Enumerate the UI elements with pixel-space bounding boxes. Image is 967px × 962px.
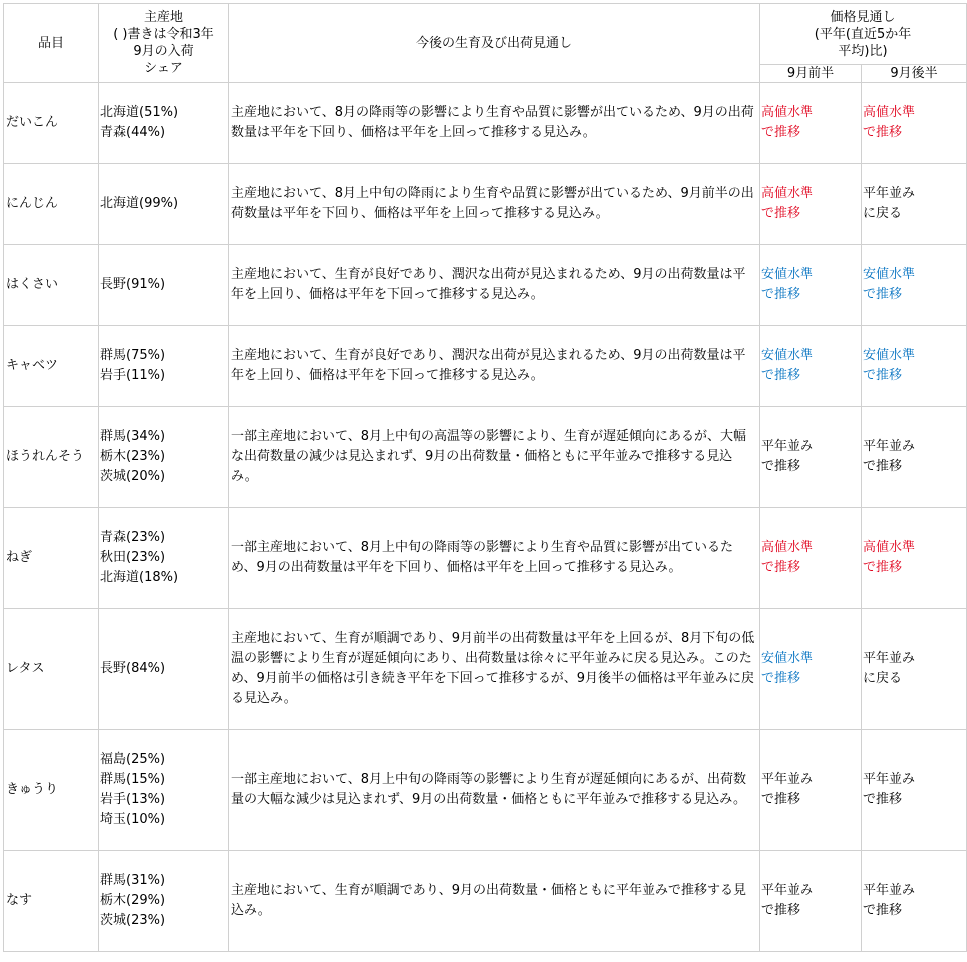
table-row [4,245,967,326]
outlook-text: 一部主産地において、8月上中旬の降雨等の影響により生育や品質に影響が出ているため、9月の出荷数量は平年を下回り、価格は平年を上回って推移する見込み。 [229,508,760,609]
price-late-line: で推移 [863,459,903,474]
price-early-line: 安値水準 [761,267,814,282]
price-early-line: で推移 [761,459,801,474]
item-name: はくさい [4,245,99,326]
outlook-text: 一部主産地において、8月上中旬の降雨等の影響により生育が遅延傾向にあるが、出荷数量の大幅な減少は見込まれず、9月の出荷数量・価格ともに平年並みで推移する見込み。 [229,730,760,851]
price-late-line: 平年並み [863,883,916,898]
price-late [862,609,967,730]
price-early [760,730,862,851]
price-early-line: で推移 [761,903,801,918]
price-early [760,326,862,407]
price-late-line: で推移 [863,792,903,807]
price-late-line: 平年並み [863,186,916,201]
price-early-line: 高値水準 [761,105,814,120]
price-late-line: で推移 [863,560,903,575]
origin-share: 長野(84%) [100,661,166,676]
outlook-text: 一部主産地において、8月上中旬の高温等の影響により、生育が遅延傾向にあるが、大幅な出荷数量の減少は見込まれず、9月の出荷数量・価格ともに平年並みで推移する見込み。 [229,407,760,508]
price-late-line: 平年並み [863,439,916,454]
price-early-line: で推移 [761,671,801,686]
origin-cell [99,326,229,407]
origin-cell [99,245,229,326]
price-late [862,407,967,508]
origin-share: 青森(44%) [100,125,166,140]
price-late-line: 高値水準 [863,540,916,555]
table-row [4,407,967,508]
origin-share: 長野(91%) [100,277,166,292]
price-early [760,851,862,952]
price-early-line: で推移 [761,206,801,221]
item-name: レタス [4,609,99,730]
origin-cell [99,730,229,851]
price-early [760,508,862,609]
origin-share: 青森(23%) [100,530,166,545]
origin-cell [99,407,229,508]
outlook-text: 主産地において、生育が良好であり、潤沢な出荷が見込まれるため、9月の出荷数量は平年を上回り、価格は平年を下回って推移する見込み。 [229,326,760,407]
price-late-line: に戻る [863,206,903,221]
price-early-line: 安値水準 [761,348,814,363]
outlook-text: 主産地において、8月上中旬の降雨により生育や品質に影響が出ているため、9月前半の出荷数量は平年を下回り、価格は平年を上回って推移する見込み。 [229,164,760,245]
price-late [862,83,967,164]
header-origin-line: ( )書きは令和3年 [113,27,214,42]
table-row [4,508,967,609]
item-name: にんじん [4,164,99,245]
origin-share: 群馬(31%) [100,873,166,888]
price-late-line: 安値水準 [863,348,916,363]
table-row [4,83,967,164]
price-early [760,609,862,730]
price-early-line: で推移 [761,125,801,140]
price-early [760,245,862,326]
price-late-line: で推移 [863,368,903,383]
origin-share: 栃木(29%) [100,893,166,908]
header-origin-line: シェア [144,61,183,76]
header-outlook: 今後の生育及び出荷見通し [229,4,760,83]
item-name: だいこん [4,83,99,164]
outlook-text: 主産地において、8月の降雨等の影響により生育や品質に影響が出ているため、9月の出荷数量は平年を下回り、価格は平年を上回って推移する見込み。 [229,83,760,164]
price-late [862,326,967,407]
price-late [862,164,967,245]
price-early-line: 平年並み [761,439,814,454]
table-row [4,609,967,730]
header-item: 品目 [4,4,99,83]
price-late-line: 安値水準 [863,267,916,282]
header-price [760,4,967,65]
origin-share: 茨城(23%) [100,913,166,928]
price-early-line: で推移 [761,368,801,383]
header-price-line: 価格見通し [830,9,896,25]
price-late-line: で推移 [863,125,903,140]
item-name: キャベツ [4,326,99,407]
origin-share: 栃木(23%) [100,449,166,464]
header-origin [99,4,229,83]
origin-share: 福島(25%) [100,752,166,767]
header-price-line: (平年(直近5か年 [814,26,912,42]
item-name: ほうれんそう [4,407,99,508]
origin-share: 茨城(20%) [100,469,166,484]
price-early [760,164,862,245]
table-row [4,164,967,245]
origin-share: 秋田(23%) [100,550,166,565]
price-late [862,245,967,326]
outlook-text: 主産地において、生育が順調であり、9月の出荷数量・価格ともに平年並みで推移する見込み。 [229,851,760,952]
origin-share: 岩手(13%) [100,792,166,807]
price-late-line: 高値水準 [863,105,916,120]
origin-cell [99,83,229,164]
header-early: 9月前半 [760,65,862,83]
price-late-line: 平年並み [863,651,916,666]
price-late-line: に戻る [863,671,903,686]
table-row [4,851,967,952]
item-name: ねぎ [4,508,99,609]
price-early-line: 高値水準 [761,186,814,201]
header-origin-line: 9月の入荷 [133,44,194,59]
price-late [862,851,967,952]
price-late-line: で推移 [863,903,903,918]
price-early-line: で推移 [761,792,801,807]
origin-share: 北海道(18%) [100,570,179,585]
price-early [760,407,862,508]
price-early-line: 安値水準 [761,651,814,666]
origin-share: 群馬(15%) [100,772,166,787]
price-early-line: で推移 [761,560,801,575]
origin-share: 群馬(34%) [100,429,166,444]
price-early-line: 高値水準 [761,540,814,555]
header-price-line: 平均)比) [838,43,888,59]
origin-cell [99,508,229,609]
origin-share: 北海道(51%) [100,105,179,120]
origin-share: 埼玉(10%) [100,812,166,827]
price-early-line: で推移 [761,287,801,302]
table-row [4,730,967,851]
origin-cell [99,164,229,245]
table-row [4,326,967,407]
item-name: なす [4,851,99,952]
header-late: 9月後半 [862,65,967,83]
price-late-line: で推移 [863,287,903,302]
price-early [760,83,862,164]
origin-share: 群馬(75%) [100,348,166,363]
price-early-line: 平年並み [761,883,814,898]
outlook-text: 主産地において、生育が良好であり、潤沢な出荷が見込まれるため、9月の出荷数量は平年を上回り、価格は平年を下回って推移する見込み。 [229,245,760,326]
price-early-line: 平年並み [761,772,814,787]
origin-cell [99,609,229,730]
header-origin-line: 主産地 [143,10,183,25]
outlook-text: 主産地において、生育が順調であり、9月前半の出荷数量は平年を上回るが、8月下旬の低温の影響により生育が遅延傾向にあり、出荷数量は徐々に平年並みに戻る見込み。このため、9月前半の価格は引き続き平年を下回って推移するが、9月後半の価格は平年並みに戻る見込み。 [229,609,760,730]
origin-share: 岩手(11%) [100,368,166,383]
price-late [862,508,967,609]
origin-cell [99,851,229,952]
price-late-line: 平年並み [863,772,916,787]
vegetable-outlook-table [3,3,967,952]
origin-share: 北海道(99%) [100,196,179,211]
price-late [862,730,967,851]
item-name: きゅうり [4,730,99,851]
